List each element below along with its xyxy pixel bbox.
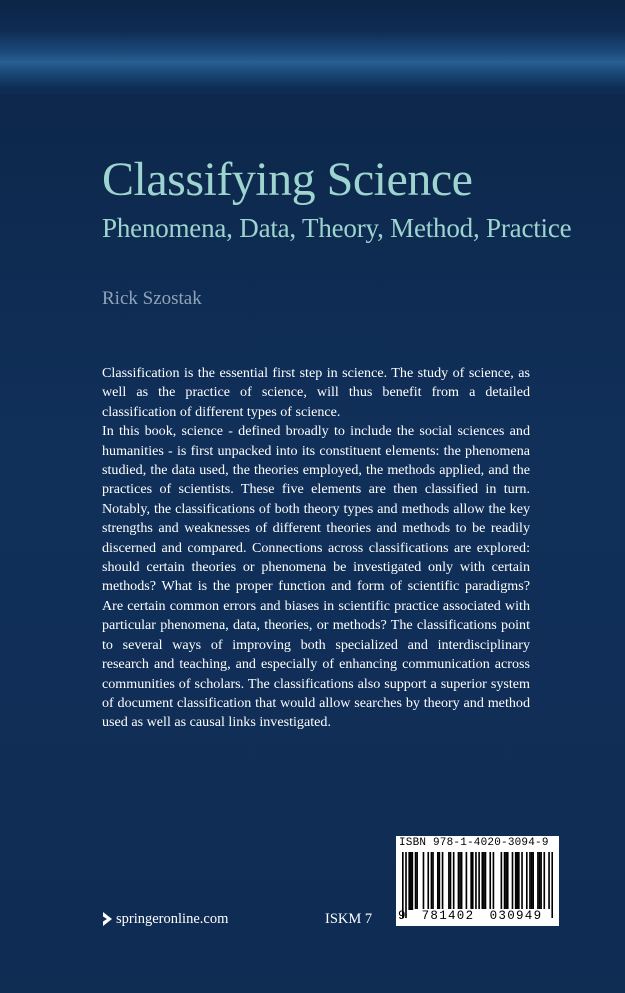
- barcode-bar: [423, 852, 425, 910]
- book-subtitle: Phenomena, Data, Theory, Method, Practice: [102, 213, 572, 243]
- barcode-bar: [472, 852, 474, 910]
- series-code: ISKM 7: [325, 910, 373, 927]
- barcode-bar: [531, 852, 533, 910]
- barcode-bar: [539, 852, 541, 910]
- barcode-bar: [489, 852, 491, 910]
- barcode-bar: [466, 852, 468, 910]
- description-paragraph: Classification is the essential first step in science. The study of science, as well as the practice of science, will thus benefit from a detailed classification of different types of science.: [102, 365, 530, 420]
- barcode-bar: [412, 852, 414, 910]
- barcode-bar: [416, 852, 418, 910]
- barcode-bar: [432, 852, 434, 910]
- barcode-bar: [450, 852, 452, 910]
- barcode-bar: [537, 852, 539, 910]
- barcode-bar: [415, 852, 417, 910]
- isbn-barcode: [396, 836, 559, 926]
- ean-first-digit: 9: [398, 909, 406, 923]
- barcode-bar: [512, 852, 514, 910]
- publisher-website[interactable]: [102, 908, 228, 930]
- top-gradient-stripe: [0, 0, 625, 95]
- barcode-bar: [408, 852, 410, 910]
- barcode-bar: [505, 852, 507, 910]
- barcode-bar: [532, 852, 534, 910]
- barcode-bar: [515, 852, 517, 910]
- barcode-bar: [481, 852, 483, 910]
- barcode-bar: [518, 852, 520, 910]
- barcode-bar: [453, 852, 455, 910]
- barcode-bar: [439, 852, 441, 910]
- isbn-label: ISBN 978-1-4020-3094-9: [399, 837, 549, 849]
- chevron-right-icon: [102, 912, 113, 926]
- barcode-bar: [459, 852, 461, 910]
- author-name: Rick Szostak: [102, 288, 202, 309]
- barcode-bar: [437, 852, 439, 910]
- barcode-bar: [526, 852, 528, 910]
- barcode-bar: [493, 852, 495, 910]
- barcode-bar: [485, 852, 487, 910]
- ean-right-group: 030949: [482, 909, 550, 923]
- barcode-bar: [501, 852, 503, 910]
- barcode-bar: [448, 852, 450, 910]
- book-description: [102, 364, 530, 733]
- barcode-bar: [543, 852, 545, 910]
- barcode-bar: [410, 852, 412, 910]
- book-title: Classifying Science: [102, 153, 473, 206]
- barcode-bar: [442, 852, 444, 910]
- website-url[interactable]: springeronline.com: [116, 910, 229, 927]
- ean-digits: [396, 909, 559, 925]
- barcode-bar: [516, 852, 518, 910]
- barcode-bar: [529, 852, 531, 910]
- barcode-bar: [507, 852, 509, 910]
- barcode-bar: [540, 852, 542, 910]
- barcode-bar: [427, 852, 429, 910]
- description-paragraph: In this book, science - defined broadly to include the social sciences and humanities - is first unpacked into its constituent elements: the phenomena studied, the data used, the theories employed, the methods applied, and the practices of scientists. These five elements are then classified in turn. Notably, the classifications of both theory types and methods allow the key strengths and weaknesses of different theories and methods to be readily discerned and compared. Connections across classifications are explored: should certain theories or phenomena be investigated only with certain methods? What is the proper function and form of scientific paradigms? Are certain common errors and biases in scientific practice associated with particular phenomena, data, theories, or methods? The classifications point to several ways of improving both specialized and interdisciplinary research and teaching, and especially of enhancing communication across communities of scholars. The classifications also support a superior system of document classification that would allow searches by theory and method used as well as causal links investigated.: [102, 423, 530, 731]
- ean-left-group: 781402: [414, 909, 482, 923]
- barcode-bar: [483, 852, 485, 910]
- barcode-bar: [461, 852, 463, 910]
- barcode-bar: [470, 852, 472, 910]
- barcode-bar: [504, 852, 506, 910]
- barcode-bar: [431, 852, 433, 910]
- barcode-bar: [521, 852, 523, 910]
- barcode-bar: [458, 852, 460, 910]
